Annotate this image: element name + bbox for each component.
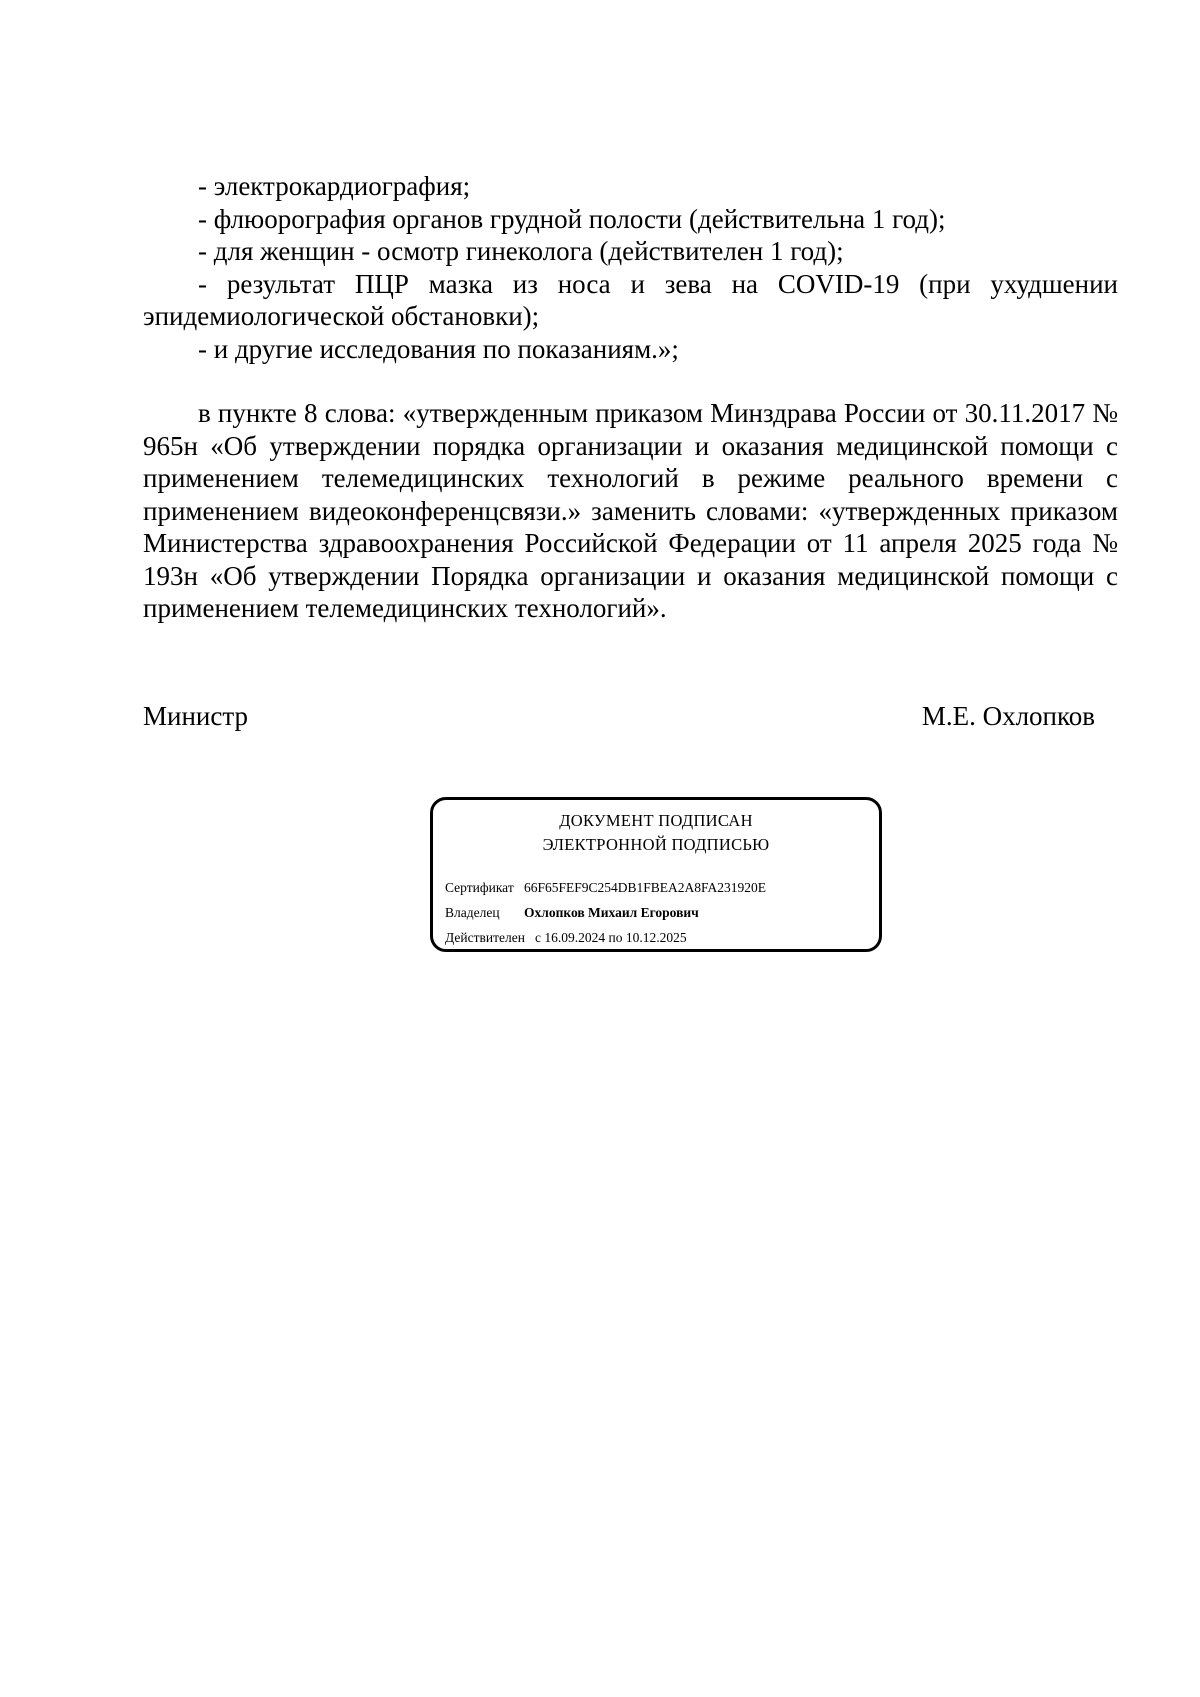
stamp-details bbox=[445, 875, 766, 950]
stamp-title bbox=[433, 809, 879, 857]
list-item-gynecologist: - для женщин - осмотр гинеколога (действителен 1 год); bbox=[198, 236, 844, 266]
stamp-certificate-row bbox=[445, 875, 766, 900]
stamp-owner-value: Охлопков Михаил Егорович bbox=[524, 905, 699, 920]
list-item-ecg: - электрокардиография; bbox=[198, 171, 471, 201]
stamp-title-line-1: ДОКУМЕНТ ПОДПИСАН bbox=[559, 811, 753, 830]
list-item-fluorography: - флюорография органов грудной полости (действительна 1 год); bbox=[198, 203, 946, 234]
stamp-valid-to-prefix: по bbox=[608, 930, 623, 945]
amendment-paragraph: в пункте 8 слова: «утвержденным приказом Минздрава России от 30.11.2017 № 965н «Об утверждении порядка организации и оказания медицинской помощи с применением телемедицинских технологий в режиме реального времени с применением видеоконференцсвязи.» заменить словами: «утвержденных приказом Министерства здравоохранения Российской Федерации от 11 апреля 2025 года № 193н «Об утверждении Порядка организации и оказания медицинской помощи с применением телемедицинских технологий». bbox=[143, 398, 1118, 623]
paragraph-spacer bbox=[143, 365, 1118, 397]
stamp-valid-to: 10.12.2025 bbox=[625, 930, 687, 945]
stamp-certificate-value: 66F65FEF9C254DB1FBEA2A8FA231920E bbox=[524, 880, 767, 895]
stamp-title-line-2: ЭЛЕКТРОННОЙ ПОДПИСЬЮ bbox=[542, 835, 770, 854]
list-item-pcr-test: - результат ПЦР мазка из носа и зева на COVID-19 (при ухудшении эпидемиологической обстановки); bbox=[143, 268, 1118, 331]
signature-block bbox=[143, 700, 1095, 732]
document-body bbox=[143, 170, 1118, 625]
signatory-position: Министр bbox=[143, 701, 248, 731]
stamp-owner-label: Владелец bbox=[445, 905, 500, 920]
stamp-owner-row bbox=[445, 900, 766, 925]
stamp-validity-label: Действителен bbox=[445, 930, 525, 945]
signatory-name: М.Е. Охлопков bbox=[921, 701, 1095, 731]
stamp-valid-from-prefix: с bbox=[535, 930, 541, 945]
stamp-certificate-label: Сертификат bbox=[445, 880, 514, 895]
stamp-validity-row bbox=[445, 925, 766, 950]
stamp-valid-from: 16.09.2024 bbox=[544, 930, 606, 945]
electronic-signature-stamp bbox=[430, 797, 882, 952]
list-item-other-tests: - и другие исследования по показаниям.»; bbox=[198, 333, 679, 364]
